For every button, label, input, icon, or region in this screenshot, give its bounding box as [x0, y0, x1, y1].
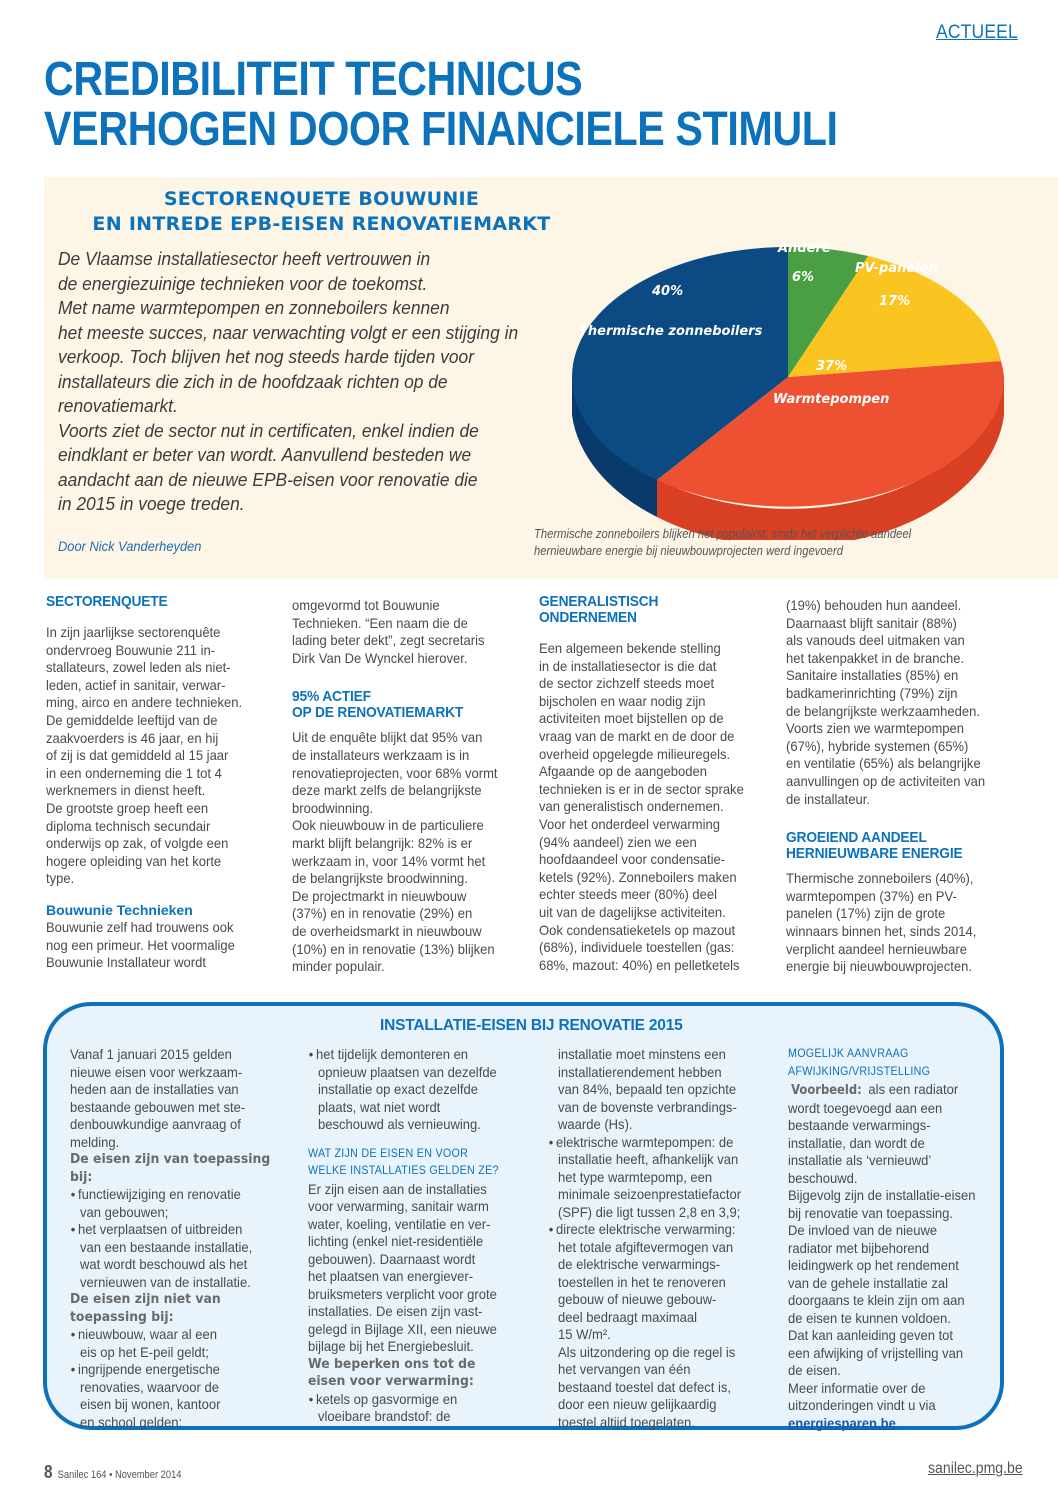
energiesparen-link[interactable]: energiesparen.be: [788, 1414, 896, 1431]
bullet-item: • nieuwbouw, waar al een eis op het E-peil geldt;: [70, 1326, 300, 1361]
bullet-item: • elektrische warmtepompen: de installatie heeft, afhankelijk van het type warmtepomp, een minimale seizoenprestatiefactor (SPF) die ligt tussen 2,8 en 3,9;: [548, 1134, 778, 1222]
paragraph: Thermische zonneboilers (40%), warmtepompen (37%) en PV- panelen (17%) zijn de grote winnaars binnen het, sinds 2014, verplicht aandeel hernieuwbare energie bij nieuwbouwprojecten.: [786, 870, 977, 975]
article-column-2: [292, 597, 524, 976]
info-column-4: MOGELIJK AANVRAAG AFWIJKING/VRIJSTELLING Voorbeeld: als een radiator wordt toegevoegd aan een bestaande verwarmings- installatie, dan wordt de installatie als ‘vernieuwd’ beschouwd. Bijgevolg zijn de installatie-eisen bij renovatie van toepassing. De invloed van de nieuwe radiator met bijbehorend leidingwerk op het rendement van de gehele installatie zal doorgaans te klein zijn om aan de eisen te kunnen voldoen. Dat kan aanleiding geven tot een afwijking of vrijstelling van de eisen. Meer informatie over de uitzonderingen vindt u via energiesparen.be.: [788, 1046, 1018, 1432]
website-link[interactable]: sanilec.pmg.be: [928, 1460, 1023, 1477]
section-tag-link[interactable]: ACTUEEL: [936, 22, 1018, 43]
paragraph: In zijn jaarlijkse sectorenquête ondervroeg Bouwunie 211 in- stallateurs, zowel leden als niet- leden, actief in sanitair, verwar- ming, airco en andere technieken. De gemiddelde leeftijd van de zaakvoerders is 46 jaar, en hij of zij is dat gemiddeld al 15 jaar in een onderneming die 1 tot 4 werknemers in dienst heeft. De grootste groep heeft een diploma technisch secundair onderwijs op zak, of volgde een hogere opleiding van het korte type.: [46, 624, 243, 887]
chart-caption: [534, 526, 957, 560]
info-column-3: [548, 1046, 778, 1431]
intro-line: De Vlaamse installatiesector heeft vertrouwen in: [58, 248, 431, 269]
caption-line: hernieuwbare energie bij nieuwbouwprojecten werd ingevoerd: [534, 544, 843, 558]
page-number: 8: [44, 1462, 53, 1482]
page-title: [44, 55, 904, 155]
section-heading-generalistisch: GENERALISTISCH ONDERNEMEN: [539, 593, 659, 626]
intro-line: de energiezuinige technieken voor de toekomst.: [58, 272, 428, 294]
intro-heading-line: SECTORENQUETE BOUWUNIE: [163, 188, 480, 210]
intro-heading: [44, 187, 599, 237]
info-subheading: AFWIJKING/VRIJSTELLING: [788, 1065, 931, 1078]
pie-label-warmtepompen: Warmtepompen: [773, 392, 890, 407]
info-column-1: Vanaf 1 januari 2015 gelden nieuwe eisen voor werkzaam- heden aan de installaties van bestaande gebouwen met ste- denbouwkundige aanvraag of melding. De eisen zijn van toepassing bij: • functiewijziging en renovatie van gebouwen; • het verplaatsen of uitbreiden van een bestaande installatie, wat wordt beschouwd als het vernieuwen van de installatie. De eisen zijn niet van toepassing bij: • nieuwbouw, waar al een eis op het E-peil geldt; • ingrijpende energetische renovaties, waarvoor de eisen bij wonen, kantoor en school gelden;: [70, 1046, 300, 1431]
footer-issue-info: [44, 1462, 181, 1483]
article-column-1: [46, 594, 278, 972]
pie-value-warmtepompen: 37%: [816, 359, 848, 374]
bullet-item: • het verplaatsen of uitbreiden van een bestaande installatie, wat wordt beschouwd als het vernieuwen van de installatie.: [70, 1221, 300, 1291]
pie-value-andere: 6%: [792, 270, 815, 285]
caption-line: Thermische zonneboilers blijken het populairst, sinds het verplichte aandeel: [534, 527, 912, 541]
info-subheading: MOGELIJK AANVRAAG: [788, 1048, 909, 1060]
intro-heading-line: EN INTREDE EPB-EISEN RENOVATIEMARKT: [92, 213, 551, 235]
bullet-item: • directe elektrische verwarming: het totale afgiftevermogen van de elektrische verwarmings- toestellen in het te renoveren gebouw of nieuwe gebouw- deel bedraagt maximaal 15 W/m².: [548, 1221, 778, 1344]
title-line: CREDIBILITEIT TECHNICUS: [44, 53, 583, 106]
info-box-title: INSTALLATIE-EISEN BIJ RENOVATIE 2015: [380, 1017, 683, 1034]
paragraph: Uit de enquête blijkt dat 95% van de installateurs werkzaam is in renovatieprojecten, voor 68% vormt deze markt zelfs de belangrijkste broodwinning. Ook nieuwbouw in de particuliere markt blijft belangrijk: 82% is er werkzaam in, voor 14% vormt het de belangrijkste broodwinning. De projectmarkt in nieuwbouw (37%) en in renovatie (29%) en de overheidsmarkt in nieuwbouw (10%) en in renovatie (13%) blijken minder populair.: [292, 729, 498, 975]
issue-label: Sanilec 164 • November 2014: [57, 1469, 182, 1481]
article-column-3: [539, 594, 771, 974]
bullet-item: • ketels op gasvormige en vloeibare brandstof: de: [308, 1391, 538, 1426]
section-heading-sectorenquete: SECTORENQUETE: [46, 593, 168, 610]
bullet-item: • het tijdelijk demonteren en opnieuw plaatsen van dezelfde installatie op exact dezelfde plaats, wat niet wordt beschouwd als vernieuwing.: [308, 1046, 538, 1134]
pie-label-thermische: Thermische zonneboilers: [579, 324, 763, 339]
pie-label-andere: Andere: [778, 241, 831, 256]
info-subheading: WAT ZIJN DE EISEN EN VOOR: [308, 1147, 469, 1160]
intro-line: aandacht aan de nieuwe EPB-eisen voor renovatie die: [58, 468, 478, 490]
intro-line: Met name warmtepompen en zonneboilers kennen: [58, 297, 450, 318]
paragraph: (19%) behouden hun aandeel. Daarnaast blijft sanitair (88%) als vanouds deel uitmaken van het takenpakket in de branche. Sanitaire installaties (85%) en badkamerinrichting (79%) zijn de belangrijkste werkzaamheden. Voorts zien we warmtepompen (67%), hybride systemen (65%) en ventilatie (65%) als belangrijke aanvullingen op de activiteiten van de installateur.: [786, 597, 986, 807]
paragraph: Een algemeen bekende stelling in de installatiesector is die dat de sector zichzelf steeds moet bijscholen en waar nodig zijn activiteiten moet bijstellen op de vraag van de markt en de door de overheid opgelegde milieuregels. Afgaande op de aangeboden technieken is er in de sector sprake van generalistisch ondernemen. Voor het onderdeel verwarming (94% aandeel) zien we een hoofdaandeel voor condensatie- ketels (92%). Zonneboilers maken echter steeds meer (80%) deel uit van de dagelijkse activiteiten. Ook condensatieketels op mazout (68%), individuele toestellen (gas: 68%, mazout: 40%) en pelletketels: [539, 640, 744, 973]
title-line: VERHOGEN DOOR FINANCIELE STIMULI: [44, 103, 838, 156]
subheading-bouwunie-technieken: Bouwunie Technieken: [46, 901, 193, 918]
bullet-item: • functiewijziging en renovatie van gebouwen;: [70, 1186, 300, 1221]
intro-line: renovatiemarkt.: [58, 395, 178, 416]
section-heading-groeiend-aandeel: GROEIEND AANDEEL HERNIEUWBARE ENERGIE: [786, 829, 963, 863]
pie-chart: [566, 215, 1010, 540]
section-heading-95-actief: 95% ACTIEF OP DE RENOVATIEMARKT: [292, 688, 464, 722]
paragraph: omgevormd tot Bouwunie Technieken. “Een naam die de lading beter dekt”, zegt secretaris Dirk Van De Wynckel hierover.: [292, 597, 485, 666]
intro-lead-text: [58, 247, 547, 517]
paragraph: Als uitzondering op die regel is het vervangen van één bestaand toestel dat defect is, door een nieuw gelijkaardig toestel altijd toegelaten.: [558, 1343, 736, 1430]
intro-line: installateurs die zich in de hoofdzaak richten op de: [58, 370, 448, 392]
info-column-2: • het tijdelijk demonteren en opnieuw plaatsen van dezelfde installatie op exact dezelfde plaats, wat niet wordt beschouwd als vernieuwing. WAT ZIJN DE EISEN EN VOOR WELKE INSTALLATIES GELDEN ZE? Er zijn eisen aan de installaties voor verwarming, sanitair warm water, koeling, ventilatie en ver- lichting (enkel niet-residentiële gebouwen). Daarnaast wordt het plaatsen van energiever- bruiksmeters verplicht voor grote installaties. De eisen zijn vast- gelegd in Bijlage XII, een nieuwe bijlage bij het Energiebesluit. We beperken ons tot de eisen voor verwarming: • ketels op gasvormige en vloeibare brandstof: de: [308, 1046, 538, 1426]
intro-line: het meeste succes, naar verwachting volgt er een stijging in: [58, 321, 519, 343]
pie-value-thermische: 40%: [652, 284, 684, 299]
intro-line: Voorts ziet de sector nut in certificaten, enkel indien de: [58, 419, 479, 441]
bullet-continuation: installatie moet minstens een installatierendement hebben van 84%, bepaald ten opzichte van de bovenste verbrandings- waarde (Hs).: [558, 1046, 737, 1132]
bullet-item: • ingrijpende energetische renovaties, waarvoor de eisen bij wonen, kantoor en school gelden;: [70, 1361, 300, 1431]
article-column-4: [786, 597, 1036, 976]
intro-line: in 2015 in voege treden.: [58, 493, 245, 514]
pie-value-pv-panelen: 17%: [879, 294, 911, 309]
pie-label-pv-panelen: PV-panelen: [855, 261, 938, 276]
intro-line: verkoop. Toch blijven het nog steeds harde tijden voor: [58, 346, 475, 367]
byline: Door Nick Vanderheyden: [58, 538, 202, 554]
intro-line: eindklant er beter van wordt. Aanvullend besteden we: [58, 444, 472, 465]
info-subheading: WELKE INSTALLATIES GELDEN ZE?: [308, 1165, 499, 1177]
paragraph: Bouwunie zelf had trouwens ook nog een primeur. Het voormalige Bouwunie Installateur wordt: [46, 918, 235, 971]
